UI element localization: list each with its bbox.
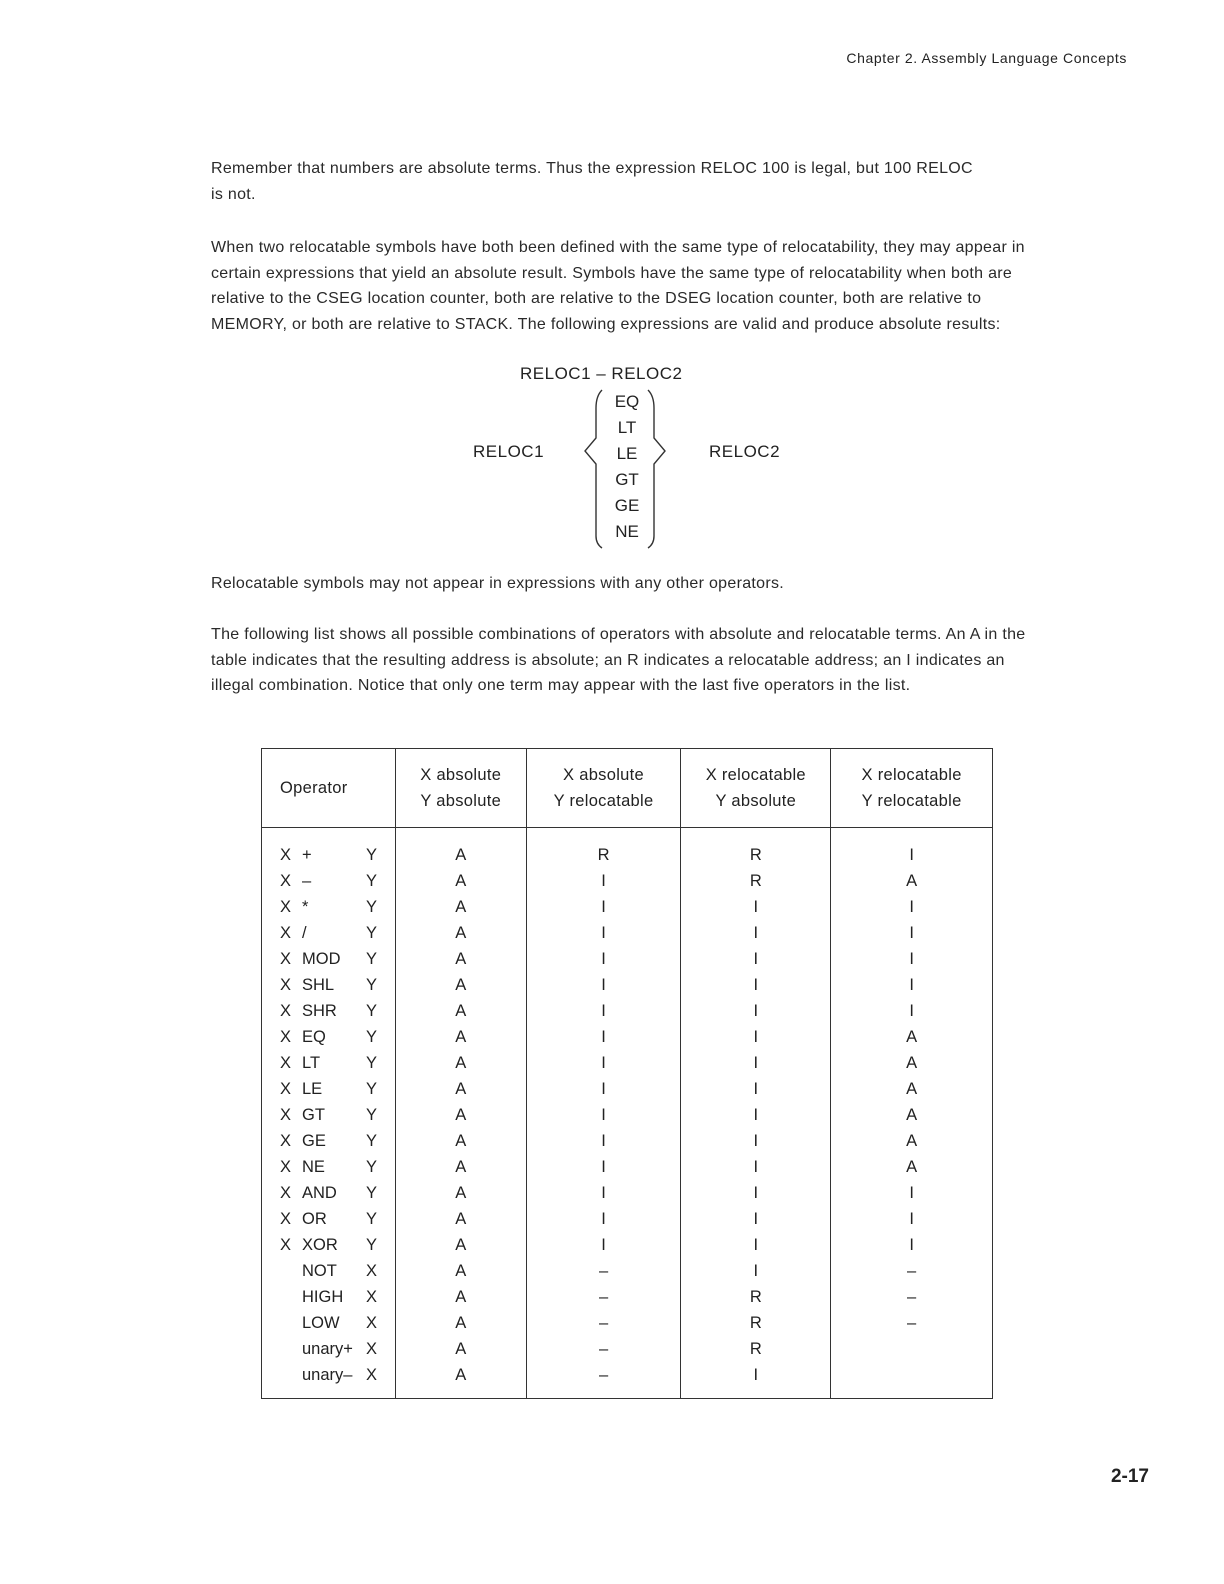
operator-cell <box>262 1154 396 1180</box>
result-cell: I <box>831 1180 993 1206</box>
operator-x: X <box>280 898 292 916</box>
paragraph-line: certain expressions that yield an absolute result. Symbols have the same type of relocatability when both are <box>211 264 1013 282</box>
paragraph-line: table indicates that the resulting address is absolute; an R indicates a relocatable address; an I indicates an <box>211 651 1005 669</box>
operator-x: X <box>280 1132 292 1150</box>
operator-x: X <box>280 1184 292 1202</box>
operator-x: X <box>280 1054 292 1072</box>
result-cell: A <box>395 946 526 972</box>
operator-y: Y <box>366 924 378 942</box>
formula-operator: EQ <box>614 392 640 411</box>
operator-y: Y <box>366 1054 378 1072</box>
result-cell: I <box>681 1362 831 1388</box>
table-row <box>262 972 993 998</box>
result-cell: R <box>681 1336 831 1362</box>
result-cell: I <box>681 1050 831 1076</box>
table-body <box>262 828 993 1399</box>
operator-op: / <box>302 924 307 942</box>
table-row <box>262 1102 993 1128</box>
paragraph-line: illegal combination. Notice that only one term may appear with the last five operators in the list. <box>211 677 911 694</box>
result-cell: R <box>681 868 831 894</box>
table-row <box>262 920 993 946</box>
operator-x: X <box>280 1002 292 1020</box>
operator-x: X <box>280 846 292 864</box>
operator-op: * <box>302 898 309 916</box>
result-cell: – <box>526 1258 681 1284</box>
table-row <box>262 894 993 920</box>
result-cell: I <box>526 998 681 1024</box>
operator-cell <box>262 1310 396 1336</box>
result-cell: I <box>681 1024 831 1050</box>
operator-y: Y <box>366 1002 378 1020</box>
table-row <box>262 1206 993 1232</box>
paragraph-other-operators: Relocatable symbols may not appear in expressions with any other operators. <box>211 575 785 592</box>
operator-y: Y <box>366 1184 378 1202</box>
operator-cell <box>262 1076 396 1102</box>
table-row <box>262 1362 993 1388</box>
table-row <box>262 1310 993 1336</box>
operator-y: Y <box>366 976 378 994</box>
operator-y: X <box>366 1366 378 1384</box>
paragraph-line: The following list shows all possible combinations of operators with absolute and relocatable terms. An A in the <box>211 626 1026 643</box>
result-cell: I <box>831 972 993 998</box>
result-cell: A <box>395 1154 526 1180</box>
table-row <box>262 998 993 1024</box>
operator-cell <box>262 1180 396 1206</box>
operator-cell <box>262 1284 396 1310</box>
operator-op: unary– <box>302 1366 353 1384</box>
formula-operator: LE <box>616 444 638 463</box>
operator-op: OR <box>302 1210 327 1228</box>
table-row <box>262 1232 993 1258</box>
result-cell: A <box>395 1258 526 1284</box>
result-cell: – <box>526 1284 681 1310</box>
operator-y: Y <box>366 1236 378 1254</box>
result-cell: A <box>831 1154 993 1180</box>
formula-operator-list <box>613 389 641 545</box>
table-row <box>262 946 993 972</box>
table-row <box>262 1128 993 1154</box>
header-x-rel-y-rel: X relocatable Y relocatable <box>831 749 993 828</box>
table-row <box>262 1076 993 1102</box>
result-cell: I <box>681 1232 831 1258</box>
operator-y: Y <box>366 872 378 890</box>
left-brace <box>585 390 602 548</box>
operator-op: HIGH <box>302 1288 344 1306</box>
operator-op: + <box>302 846 312 864</box>
result-cell: – <box>831 1310 993 1336</box>
operator-op: NOT <box>302 1262 337 1280</box>
result-cell: A <box>395 842 526 868</box>
result-cell: – <box>526 1336 681 1362</box>
operator-cell <box>262 1258 396 1284</box>
operator-cell <box>262 1050 396 1076</box>
result-cell: A <box>395 1102 526 1128</box>
operator-cell <box>262 1206 396 1232</box>
operator-cell <box>262 998 396 1024</box>
result-cell: I <box>681 1102 831 1128</box>
operator-y: Y <box>366 1106 378 1124</box>
operator-x: X <box>280 950 292 968</box>
table-header-row <box>262 749 993 828</box>
result-cell: A <box>395 1050 526 1076</box>
operator-x: X <box>280 1210 292 1228</box>
result-cell: I <box>526 1154 681 1180</box>
operator-x: X <box>280 1106 292 1124</box>
result-cell: I <box>681 920 831 946</box>
header-x-abs-y-rel: X absolute Y relocatable <box>526 749 681 828</box>
result-cell: I <box>831 894 993 920</box>
result-cell: A <box>831 1024 993 1050</box>
table-spacer <box>262 828 993 843</box>
result-cell: I <box>681 998 831 1024</box>
header-x-abs-y-abs: X absolute Y absolute <box>395 749 526 828</box>
formula-operator: GE <box>614 496 640 515</box>
operator-x: X <box>280 976 292 994</box>
result-cell: I <box>526 946 681 972</box>
result-cell: R <box>681 842 831 868</box>
result-cell: I <box>831 998 993 1024</box>
result-cell: A <box>395 972 526 998</box>
right-brace <box>648 390 665 548</box>
operator-x: X <box>280 1028 292 1046</box>
result-cell: A <box>395 1128 526 1154</box>
operator-cell <box>262 1336 396 1362</box>
result-cell <box>831 1362 993 1388</box>
operator-cell <box>262 946 396 972</box>
operator-y: Y <box>366 1158 378 1176</box>
operator-y: Y <box>366 898 378 916</box>
result-cell: I <box>681 1258 831 1284</box>
table-row <box>262 1180 993 1206</box>
operator-op: unary+ <box>302 1340 353 1358</box>
operator-op: MOD <box>302 950 341 968</box>
result-cell: A <box>831 868 993 894</box>
operator-op: LT <box>302 1054 321 1072</box>
result-cell: I <box>526 868 681 894</box>
result-cell: I <box>681 1154 831 1180</box>
result-cell: I <box>681 1206 831 1232</box>
formula-right-operand: RELOC2 <box>709 442 781 461</box>
result-cell: I <box>526 1024 681 1050</box>
result-cell: I <box>526 1180 681 1206</box>
result-cell: I <box>831 1206 993 1232</box>
result-cell: A <box>395 868 526 894</box>
page-number: 2-17 <box>1110 1466 1149 1487</box>
operator-cell <box>262 842 396 868</box>
operator-op: GE <box>302 1132 326 1150</box>
result-cell: A <box>831 1050 993 1076</box>
result-cell: I <box>526 894 681 920</box>
result-cell: I <box>681 972 831 998</box>
result-cell: A <box>395 1284 526 1310</box>
operator-x: X <box>280 1236 292 1254</box>
paragraph-line: MEMORY, or both are relative to STACK. The following expressions are valid and produce absolute results: <box>211 315 1001 333</box>
result-cell: I <box>831 920 993 946</box>
operator-x: X <box>280 1080 292 1098</box>
operator-cell <box>262 894 396 920</box>
result-cell: A <box>395 894 526 920</box>
running-header: Chapter 2. Assembly Language Concepts <box>846 50 1127 66</box>
result-cell: A <box>395 1362 526 1388</box>
result-cell: – <box>526 1362 681 1388</box>
result-cell: I <box>526 920 681 946</box>
result-cell: A <box>831 1102 993 1128</box>
operator-cell <box>262 1102 396 1128</box>
result-cell: R <box>681 1284 831 1310</box>
result-cell: I <box>681 946 831 972</box>
result-cell: I <box>681 1180 831 1206</box>
operator-op: SHL <box>302 976 335 994</box>
operator-y: Y <box>366 1080 378 1098</box>
result-cell: I <box>526 1050 681 1076</box>
formula-operator: NE <box>615 522 639 541</box>
paragraph-line: Remember that numbers are absolute terms. Thus the expression RELOC 100 is legal, but 100 RELOC <box>211 160 973 177</box>
paragraph-line: When two relocatable symbols have both been defined with the same type of relocatability, they may appear in <box>211 239 1025 256</box>
result-cell: – <box>526 1310 681 1336</box>
operator-y: X <box>366 1288 378 1306</box>
operator-op: LE <box>302 1080 323 1098</box>
result-cell: I <box>831 1232 993 1258</box>
table-row <box>262 1336 993 1362</box>
result-cell: A <box>395 998 526 1024</box>
operator-op: SHR <box>302 1002 337 1020</box>
table-row <box>262 842 993 868</box>
paragraph-combinations <box>211 622 1131 699</box>
operator-op: XOR <box>302 1236 338 1254</box>
table-row <box>262 1024 993 1050</box>
operator-cell <box>262 868 396 894</box>
table-row <box>262 1258 993 1284</box>
result-cell: R <box>526 842 681 868</box>
result-cell: A <box>395 1232 526 1258</box>
formula-operator: GT <box>615 470 639 489</box>
operator-y: Y <box>366 950 378 968</box>
operator-x: X <box>280 1158 292 1176</box>
operator-y: X <box>366 1314 378 1332</box>
paragraph-absolute-terms <box>211 156 1131 207</box>
header-x-rel-y-abs: X relocatable Y absolute <box>681 749 831 828</box>
operator-y: Y <box>366 1132 378 1150</box>
formula-subtraction: RELOC1 – RELOC2 <box>520 364 683 383</box>
operator-y: Y <box>366 1210 378 1228</box>
result-cell: I <box>526 1232 681 1258</box>
operator-y: Y <box>366 846 378 864</box>
operator-cell <box>262 1024 396 1050</box>
result-cell: I <box>681 1076 831 1102</box>
result-cell: I <box>526 1076 681 1102</box>
result-cell: I <box>526 1102 681 1128</box>
result-cell: A <box>395 920 526 946</box>
operator-x: X <box>280 872 292 890</box>
operator-cell <box>262 920 396 946</box>
result-cell: I <box>526 1206 681 1232</box>
result-cell: R <box>681 1310 831 1336</box>
result-cell: – <box>831 1284 993 1310</box>
result-cell: I <box>681 894 831 920</box>
result-cell: A <box>395 1310 526 1336</box>
result-cell: A <box>831 1128 993 1154</box>
operator-op: GT <box>302 1106 325 1124</box>
table-row <box>262 1284 993 1310</box>
formula-operator: LT <box>617 418 637 437</box>
operator-op: NE <box>302 1158 325 1176</box>
operator-x: X <box>280 924 292 942</box>
operator-cell <box>262 1362 396 1388</box>
operator-y: Y <box>366 1028 378 1046</box>
operator-op: – <box>302 872 312 890</box>
operator-cell <box>262 1128 396 1154</box>
formula-left-operand: RELOC1 <box>473 442 545 461</box>
result-cell: I <box>526 972 681 998</box>
operator-op: LOW <box>302 1314 340 1332</box>
table-row <box>262 868 993 894</box>
result-cell: I <box>681 1128 831 1154</box>
paragraph-line: relative to the CSEG location counter, both are relative to the DSEG location counter, both are relative to <box>211 290 982 307</box>
result-cell: – <box>831 1258 993 1284</box>
result-cell: A <box>395 1206 526 1232</box>
operator-y: X <box>366 1340 378 1358</box>
table-spacer <box>262 1388 993 1399</box>
result-cell: A <box>395 1336 526 1362</box>
result-cell: I <box>831 842 993 868</box>
operator-op: AND <box>302 1184 337 1202</box>
paragraph-line: is not. <box>211 185 256 203</box>
result-cell: I <box>526 1128 681 1154</box>
operator-cell <box>262 972 396 998</box>
header-operator: Operator <box>262 749 396 828</box>
table-row <box>262 1050 993 1076</box>
operator-op: EQ <box>302 1028 326 1046</box>
result-cell: A <box>395 1024 526 1050</box>
operator-combination-table <box>261 748 993 1399</box>
operator-cell <box>262 1232 396 1258</box>
table-row <box>262 1154 993 1180</box>
result-cell: A <box>395 1076 526 1102</box>
result-cell: I <box>831 946 993 972</box>
paragraph-relocatability <box>211 235 1131 337</box>
result-cell <box>831 1336 993 1362</box>
operator-y: X <box>366 1262 378 1280</box>
result-cell: A <box>395 1180 526 1206</box>
result-cell: A <box>831 1076 993 1102</box>
